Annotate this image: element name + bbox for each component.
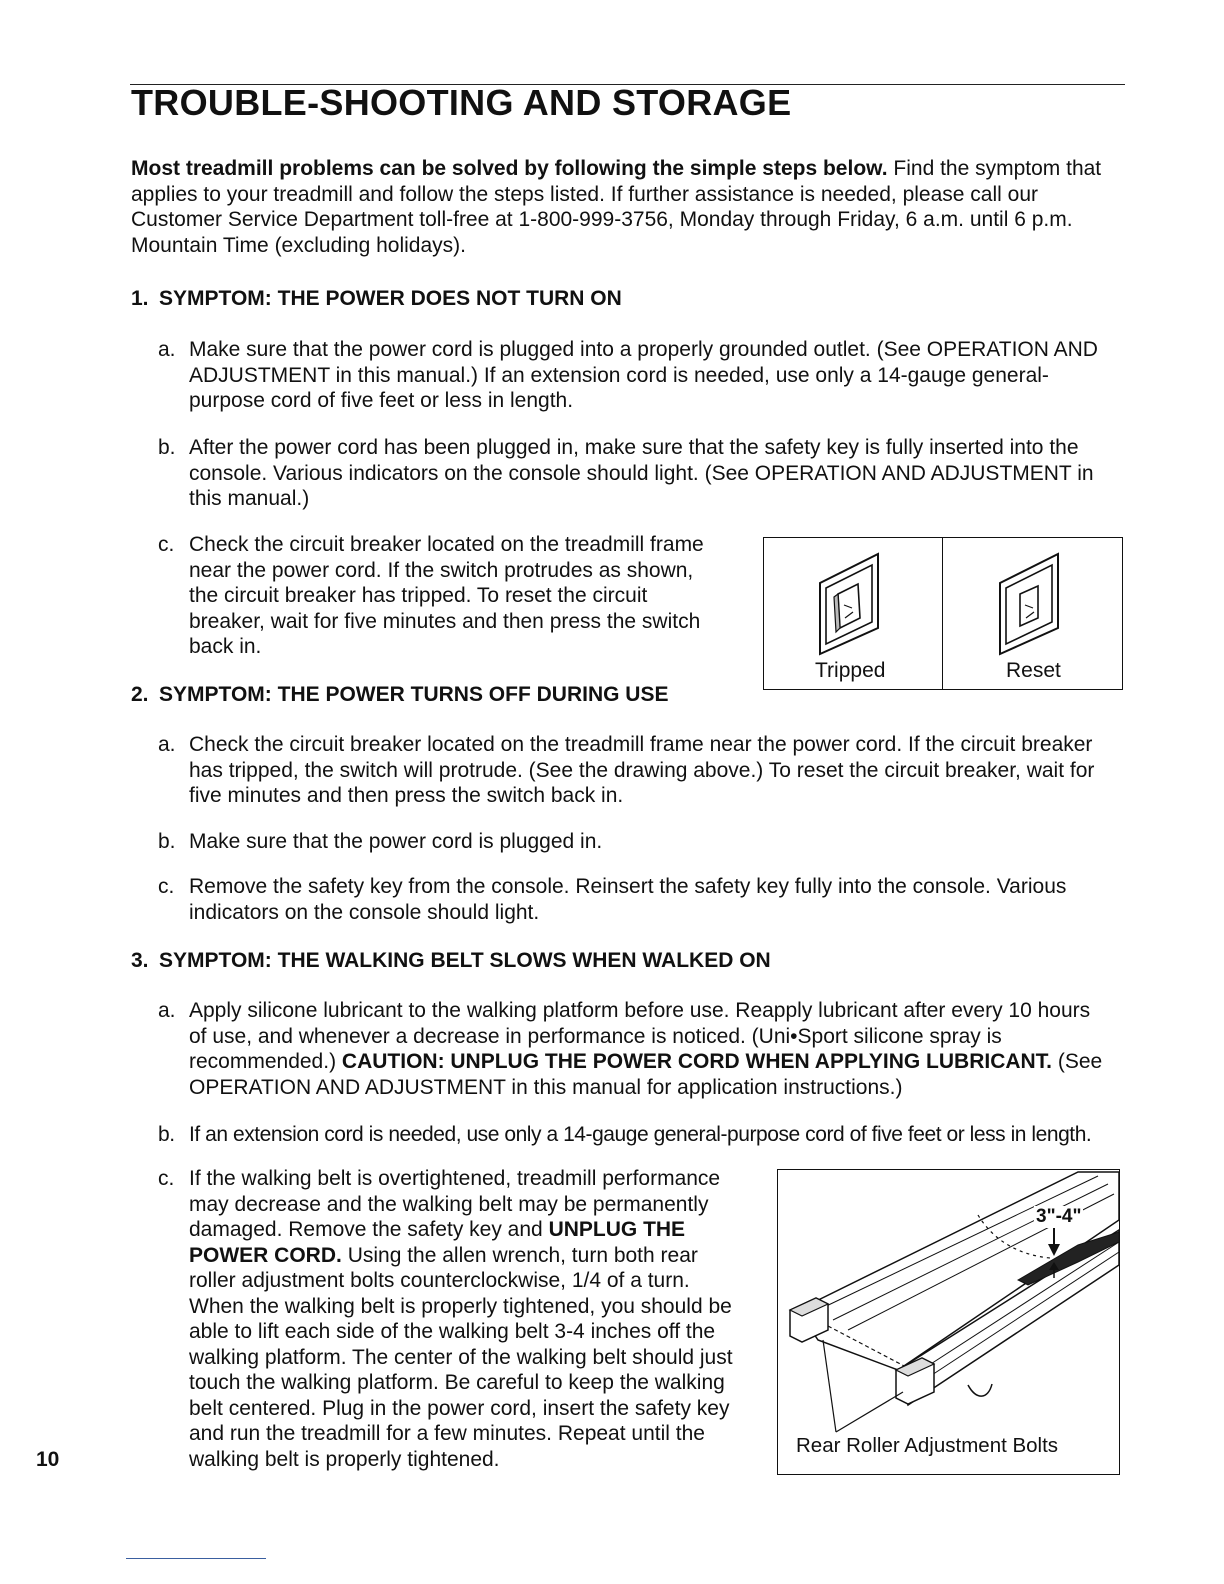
symptom-3-heading [131,949,771,973]
intro-bold: Most treadmill problems can be solved by following the simple steps below. [131,157,888,180]
symptom-2-item-b: b. Make sure that the power cord is plugged in. [158,830,603,853]
symptom-1-item-b: b. After the power cord has been plugged in, make sure that the safety key is fully inserted into the console. Various indicators on the console should light. (See OPERATION AND ADJUSTMENT in this manual.) [158,436,1094,510]
intro-text: Find the symptom that applies to your treadmill and follow the steps listed. If further assistance is needed, please call our Customer Service Department toll-free at 1-800-999-3756, Monday through Friday, 6 a.m. until 6 p.m. Mountain Time (excluding holidays). [131,157,1102,257]
figure-divider [942,538,943,689]
symptom-3-title: SYMPTOM: THE WALKING BELT SLOWS WHEN WALKED ON [159,949,771,972]
belt-adjustment-figure [777,1169,1120,1475]
reset-switch-icon [992,548,1082,658]
symptom-2-number: 2. [131,683,149,706]
belt-lift-label: 3"-4" [1036,1206,1082,1227]
symptom-1-item-a: a. Make sure that the power cord is plugged into a properly grounded outlet. (See OPERATION AND ADJUSTMENT in this manual.) If an extension cord is needed, use only a 14-gauge general-purpose cord of five feet or less in length. [158,338,1098,412]
circuit-breaker-figure [763,537,1123,690]
bottom-rule [126,1558,266,1559]
symptom-2-heading [131,683,668,707]
symptom-3-item-a: a. Apply silicone lubricant to the walking platform before use. Reapply lubricant after every 10 hours of use, and whenever a decrease in performance is noticed. (Uni•Sport silicone spray is recommended.) CAUTION: UNPLUG THE POWER CORD WHEN APPLYING LUBRICANT. (See OPERATION AND ADJUSTMENT in this manual for application instructions.) [158,999,1103,1099]
caution-text: CAUTION: UNPLUG THE POWER CORD WHEN APPLYING LUBRICANT. [341,1050,1053,1073]
page-number: 10 [36,1448,60,1471]
tripped-switch-icon [812,548,902,658]
symptom-2-title: SYMPTOM: THE POWER TURNS OFF DURING USE [159,683,669,706]
symptom-1-number: 1. [131,287,149,310]
symptom-1-heading [131,287,622,311]
reset-label: Reset [1006,659,1061,682]
symptom-3-item-c: c. If the walking belt is overtightened, treadmill performance may decrease and the walking belt may be permanently damaged. Remove the safety key and UNPLUG THE POWER CORD. Using the allen wrench, turn both rear roller adjustment bolts counterclockwise, 1/4 of a turn. When the walking belt is properly tightened, you should be able to lift each side of the walking belt 3-4 inches off the walking platform. The center of the walking belt should just touch the walking platform. Be careful to keep the walking belt centered. Plug in the power cord, insert the safety key and run the treadmill for a few minutes. Repeat until the walking belt is properly tightened. [158,1167,733,1471]
belt-figure-caption: Rear Roller Adjustment Bolts [796,1434,1059,1457]
symptom-2-item-c: c. Remove the safety key from the console. Reinsert the safety key fully into the console. Various indicators on the console should light. [158,875,1067,924]
symptom-1-title: SYMPTOM: THE POWER DOES NOT TURN ON [159,287,622,310]
symptom-1-item-c: c. Check the circuit breaker located on the treadmill frame near the power cord. If the switch protrudes as shown, the circuit breaker has tripped. To reset the circuit breaker, wait for five minutes and then press the switch back in. [158,533,704,658]
page-title: TROUBLE-SHOOTING AND STORAGE [131,82,792,123]
symptom-3-item-b: b. If an extension cord is needed, use only a 14-gauge general-purpose cord of five feet or less in length. [158,1123,1092,1146]
intro-paragraph [131,156,1121,258]
tripped-label: Tripped [815,659,886,682]
symptom-3-number: 3. [131,949,149,972]
symptom-2-item-a: a. Check the circuit breaker located on the treadmill frame near the power cord. If the circuit breaker has tripped, the switch will protrude. (See the drawing above.) To reset the circuit breaker, wait for five minutes and then press the switch back in. [158,733,1095,807]
